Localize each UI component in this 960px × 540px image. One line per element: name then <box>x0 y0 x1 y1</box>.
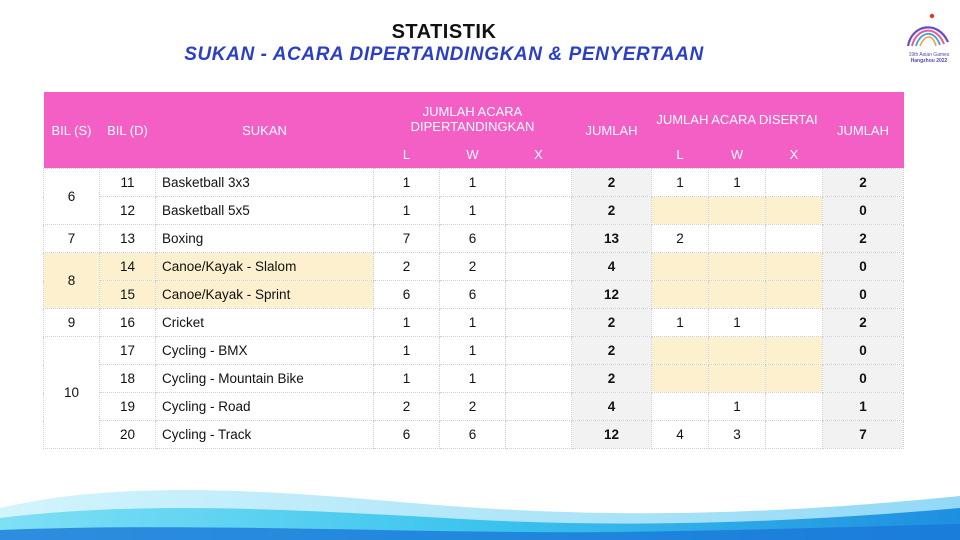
cell-sukan: Cycling - BMX <box>156 337 374 365</box>
cell-bil-d: 20 <box>100 421 156 449</box>
cell-bil-d: 15 <box>100 281 156 309</box>
cell-disertai-w <box>709 225 766 253</box>
cell-l: 1 <box>374 169 440 197</box>
page-subtitle: SUKAN - ACARA DIPERTANDINGKAN & PENYERTAAN <box>184 44 704 65</box>
cell-bil-d: 17 <box>100 337 156 365</box>
cell-sukan: Cycling - Road <box>156 393 374 421</box>
cell-l: 7 <box>374 225 440 253</box>
cell-w: 6 <box>440 421 506 449</box>
cell-sukan: Canoe/Kayak - Sprint <box>156 281 374 309</box>
cell-w: 1 <box>440 169 506 197</box>
cell-disertai-l: 4 <box>652 421 709 449</box>
header-jumlah-acara-disertai: JUMLAH ACARA DISERTAI <box>652 92 823 142</box>
cell-bil-d: 11 <box>100 169 156 197</box>
cell-disertai-w: 1 <box>709 169 766 197</box>
cell-sukan: Cycling - Track <box>156 421 374 449</box>
cell-disertai-x <box>766 309 823 337</box>
cell-disertai-w <box>709 281 766 309</box>
header-w-disertai: W <box>709 142 766 169</box>
cell-bil-d: 13 <box>100 225 156 253</box>
cell-disertai-l <box>652 281 709 309</box>
cell-disertai-jumlah: 0 <box>823 337 904 365</box>
header-x-disertai: X <box>766 142 823 169</box>
cell-x <box>506 337 572 365</box>
cell-disertai-x <box>766 225 823 253</box>
cell-bil-d: 19 <box>100 393 156 421</box>
cell-w: 6 <box>440 281 506 309</box>
cell-disertai-jumlah: 1 <box>823 393 904 421</box>
cell-jumlah: 12 <box>572 281 652 309</box>
cell-disertai-jumlah: 0 <box>823 281 904 309</box>
cell-disertai-jumlah: 2 <box>823 225 904 253</box>
cell-w: 6 <box>440 225 506 253</box>
cell-disertai-l: 1 <box>652 309 709 337</box>
table-row <box>44 281 904 309</box>
cell-w: 2 <box>440 393 506 421</box>
cell-x <box>506 393 572 421</box>
cell-disertai-l <box>652 197 709 225</box>
header-l-disertai: L <box>652 142 709 169</box>
cell-disertai-l: 1 <box>652 169 709 197</box>
cell-bil-d: 18 <box>100 365 156 393</box>
cell-disertai-l <box>652 253 709 281</box>
cell-disertai-jumlah: 7 <box>823 421 904 449</box>
cell-w: 1 <box>440 197 506 225</box>
cell-w: 1 <box>440 365 506 393</box>
cell-disertai-w <box>709 253 766 281</box>
cell-bil-s: 10 <box>44 337 100 449</box>
header-jumlah-disertai: JUMLAH <box>823 92 904 169</box>
cell-bil-d: 12 <box>100 197 156 225</box>
cell-disertai-x <box>766 421 823 449</box>
cell-bil-d: 14 <box>100 253 156 281</box>
cell-l: 1 <box>374 197 440 225</box>
statistics-table <box>43 92 904 449</box>
cell-disertai-w <box>709 197 766 225</box>
cell-jumlah: 12 <box>572 421 652 449</box>
cell-jumlah: 13 <box>572 225 652 253</box>
header-l: L <box>374 142 440 169</box>
cell-l: 1 <box>374 365 440 393</box>
decorative-wave-footer <box>0 450 960 540</box>
table-row <box>44 309 904 337</box>
cell-disertai-w: 1 <box>709 309 766 337</box>
cell-jumlah: 4 <box>572 253 652 281</box>
cell-disertai-x <box>766 253 823 281</box>
table-row <box>44 365 904 393</box>
table-row <box>44 253 904 281</box>
page-title: STATISTIK <box>391 21 497 43</box>
cell-l: 2 <box>374 393 440 421</box>
cell-sukan: Cricket <box>156 309 374 337</box>
table-row <box>44 225 904 253</box>
cell-x <box>506 169 572 197</box>
header-bil-s: BIL (S) <box>44 92 100 169</box>
cell-l: 1 <box>374 337 440 365</box>
cell-disertai-jumlah: 2 <box>823 169 904 197</box>
cell-disertai-jumlah: 0 <box>823 253 904 281</box>
cell-bil-s: 7 <box>44 225 100 253</box>
header-sukan: SUKAN <box>156 92 374 169</box>
cell-jumlah: 2 <box>572 365 652 393</box>
cell-w: 1 <box>440 337 506 365</box>
cell-disertai-jumlah: 0 <box>823 197 904 225</box>
asian-games-logo <box>898 12 958 70</box>
cell-disertai-w <box>709 337 766 365</box>
header-x: X <box>506 142 572 169</box>
cell-disertai-w: 1 <box>709 393 766 421</box>
cell-jumlah: 2 <box>572 197 652 225</box>
cell-x <box>506 365 572 393</box>
cell-x <box>506 225 572 253</box>
cell-disertai-l <box>652 393 709 421</box>
cell-x <box>506 281 572 309</box>
logo-line2: Hangzhou 2022 <box>910 58 948 64</box>
cell-disertai-x <box>766 169 823 197</box>
cell-disertai-jumlah: 0 <box>823 365 904 393</box>
cell-w: 1 <box>440 309 506 337</box>
logo-line1: 19th Asian Games <box>908 52 950 58</box>
cell-bil-d: 16 <box>100 309 156 337</box>
cell-jumlah: 2 <box>572 337 652 365</box>
cell-l: 1 <box>374 309 440 337</box>
cell-disertai-jumlah: 2 <box>823 309 904 337</box>
cell-disertai-x <box>766 197 823 225</box>
table-row <box>44 169 904 197</box>
header-bil-d: BIL (D) <box>100 92 156 169</box>
cell-sukan: Basketball 5x5 <box>156 197 374 225</box>
cell-disertai-l: 2 <box>652 225 709 253</box>
cell-x <box>506 309 572 337</box>
cell-sukan: Cycling - Mountain Bike <box>156 365 374 393</box>
cell-x <box>506 253 572 281</box>
table-row <box>44 393 904 421</box>
header-jumlah: JUMLAH <box>572 92 652 169</box>
cell-bil-s: 9 <box>44 309 100 337</box>
cell-disertai-w <box>709 365 766 393</box>
cell-disertai-x <box>766 393 823 421</box>
cell-disertai-x <box>766 365 823 393</box>
cell-disertai-l <box>652 337 709 365</box>
cell-l: 2 <box>374 253 440 281</box>
cell-l: 6 <box>374 421 440 449</box>
header-w: W <box>440 142 506 169</box>
cell-w: 2 <box>440 253 506 281</box>
table-row <box>44 197 904 225</box>
cell-x <box>506 421 572 449</box>
cell-jumlah: 4 <box>572 393 652 421</box>
cell-l: 6 <box>374 281 440 309</box>
cell-jumlah: 2 <box>572 309 652 337</box>
table-row <box>44 337 904 365</box>
header-jumlah-acara-dipertandingkan: JUMLAH ACARA DIPERTANDINGKAN <box>374 92 572 142</box>
cell-jumlah: 2 <box>572 169 652 197</box>
table-row <box>44 421 904 449</box>
cell-bil-s: 6 <box>44 169 100 225</box>
cell-sukan: Basketball 3x3 <box>156 169 374 197</box>
cell-disertai-x <box>766 337 823 365</box>
logo-mark-icon <box>898 12 958 52</box>
cell-sukan: Canoe/Kayak - Slalom <box>156 253 374 281</box>
cell-x <box>506 197 572 225</box>
cell-disertai-x <box>766 281 823 309</box>
cell-disertai-w: 3 <box>709 421 766 449</box>
cell-disertai-l <box>652 365 709 393</box>
cell-sukan: Boxing <box>156 225 374 253</box>
cell-bil-s: 8 <box>44 253 100 309</box>
